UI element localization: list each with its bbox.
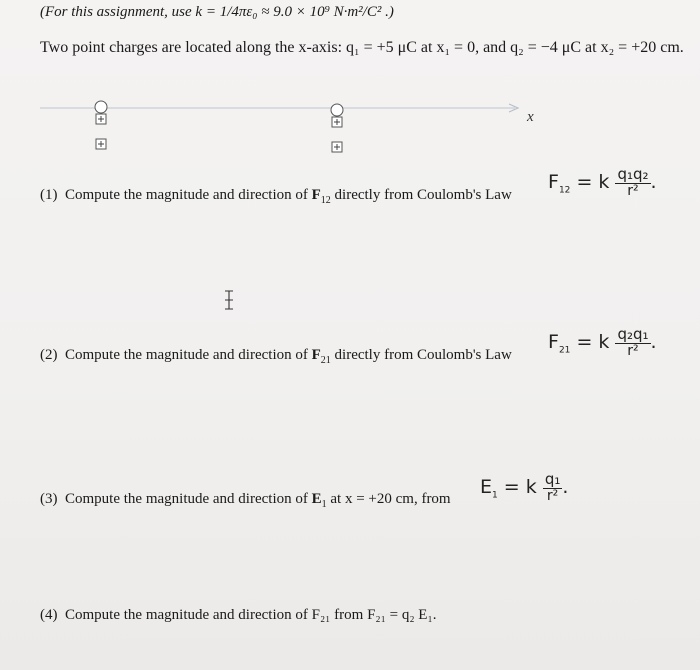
charge-axis-diagram <box>0 90 700 170</box>
expand-box-icon[interactable] <box>96 139 106 149</box>
coulomb-formula-f12: $F_{12} = k$ $\frac{\text{q₁q₂}}{\text{r²}}$ . <box>548 165 657 199</box>
question-3: (3) Compute the magnitude and direction of $E_1$ at x = +20 cm, from <box>40 491 451 510</box>
x-axis-label: x <box>527 109 534 125</box>
question-1: (1) Compute the magnitude and direction of $F_{12}$ directly from Coulomb's Law <box>40 187 512 206</box>
coulomb-formula-f21: $F_{21} = k$ $\frac{\text{q₂q₁}}{\text{r²}}$ . <box>548 325 657 359</box>
expand-box-icon[interactable] <box>332 142 342 152</box>
field-formula-e1: $E_1 = k$ $\frac{\text{q₁}}{\text{r²}}$ . <box>480 470 569 504</box>
charge-q2-icon[interactable] <box>331 104 343 127</box>
question-2: (2) Compute the magnitude and direction of $F_{21}$ directly from Coulomb's Law <box>40 347 512 366</box>
assignment-note: (For this assignment, use k = 1/4πε₀ ≈ 9.0 × 10⁹ N·m²/C² .) <box>40 4 394 20</box>
question-4: (4) Compute the magnitude and direction of F₂₁ from F₂₁ = q₂ E₁. <box>40 607 437 623</box>
charge-q1-icon[interactable] <box>95 101 107 124</box>
text-cursor-icon <box>222 290 236 310</box>
problem-statement: Two point charges are located along the x-axis: q₁ = +5 μC at x₁ = 0, and q₂ = −4 μC at x₂ = +20 cm. <box>40 39 684 56</box>
